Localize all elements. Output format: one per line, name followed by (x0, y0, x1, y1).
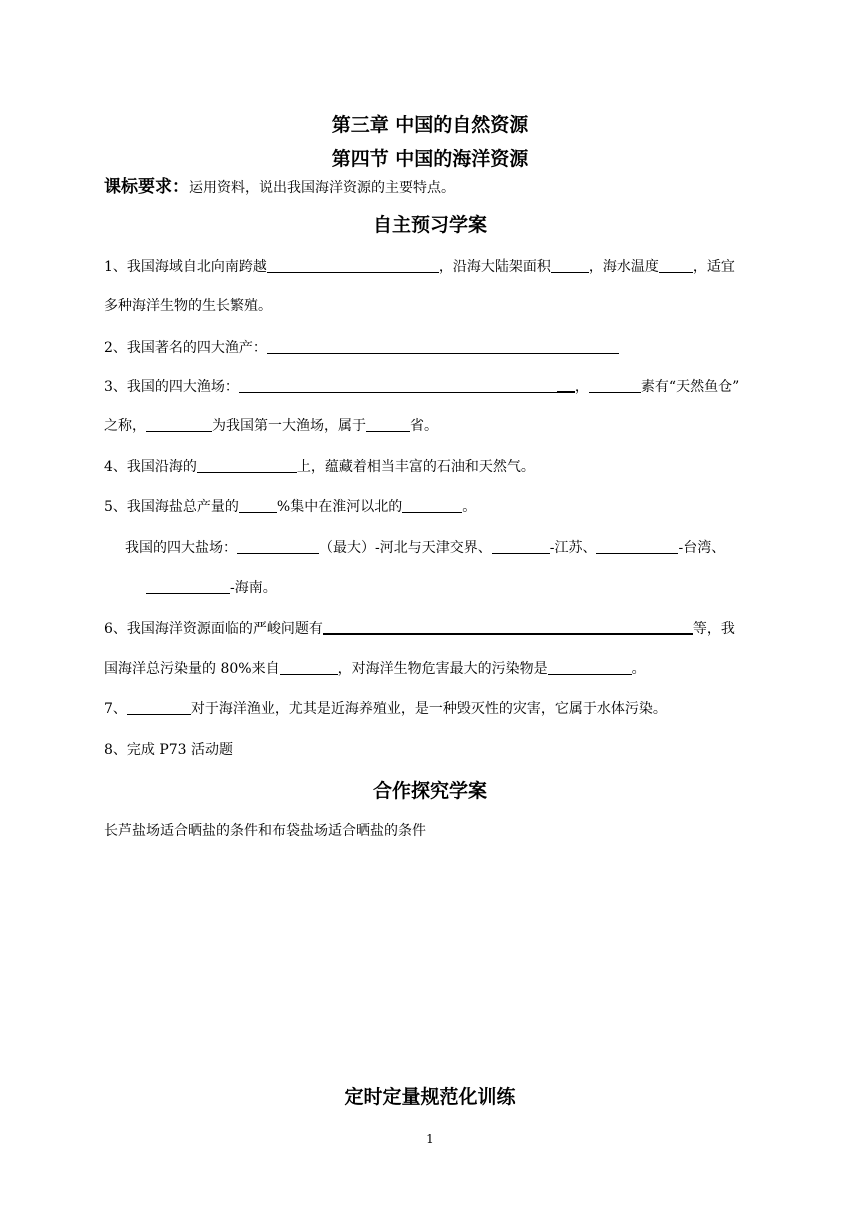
answer-blank[interactable] (146, 592, 230, 594)
answer-blank[interactable] (596, 552, 678, 554)
question-4: 4、我国沿海的 上，蕴藏着相当丰富的石油和天然气。 (104, 459, 535, 475)
requirement (104, 172, 455, 197)
answer-blank[interactable] (402, 511, 462, 513)
question-1-cont: 多种海洋生物的生长繁殖。 (104, 298, 272, 314)
answer-blank[interactable] (146, 430, 212, 432)
answer-blank[interactable] (659, 271, 693, 273)
answer-blank[interactable] (267, 271, 439, 273)
salt-fields: 我国的四大盐场： （最大）-河北与天津交界、 -江苏、 -台湾、 (125, 540, 726, 556)
answer-blank[interactable] (237, 552, 319, 554)
question-6: 6、我国海洋资源面临的严峻问题有 等，我 (104, 621, 735, 637)
question-2: 2、我国著名的四大渔产： (104, 337, 619, 357)
question-7: 7、 对于海洋渔业，尤其是近海养殖业，是一种毁灭性的灾害，它属于水体污染。 (104, 701, 667, 717)
requirement-label: 课标要求： (104, 177, 189, 197)
cooperation-text: 长芦盐场适合晒盐的条件和布袋盐场适合晒盐的条件 (104, 823, 426, 839)
salt-fields-cont: -海南。 (146, 577, 277, 597)
answer-blank[interactable] (557, 390, 575, 393)
answer-blank[interactable] (239, 391, 557, 393)
page-number: 1 (426, 1132, 434, 1146)
answer-blank[interactable] (366, 430, 410, 432)
answer-blank[interactable] (548, 673, 632, 675)
answer-blank[interactable] (492, 552, 550, 554)
answer-blank[interactable] (197, 471, 297, 473)
answer-blank[interactable] (589, 391, 641, 393)
chapter-title: 第三章 中国的自然资源 (331, 114, 529, 136)
question-8: 8、完成 P73 活动题 (104, 742, 234, 758)
requirement-text: 运用资料，说出我国海洋资源的主要特点。 (189, 180, 455, 196)
answer-blank[interactable] (127, 713, 191, 715)
question-6-cont: 国海洋总污染量的 80%来自 ，对海洋生物危害最大的污染物是 。 (104, 661, 646, 677)
answer-blank[interactable] (551, 271, 589, 273)
section-title: 第四节 中国的海洋资源 (331, 148, 529, 170)
question-3-cont: 之称， 为我国第一大渔场，属于 省。 (104, 418, 438, 434)
answer-blank[interactable] (267, 352, 619, 354)
answer-blank[interactable] (239, 511, 277, 513)
preview-title: 自主预习学案 (372, 214, 487, 236)
cooperation-title: 合作探究学案 (372, 780, 487, 802)
question-1: 1、我国海域自北向南跨越 ，沿海大陆架面积 ，海水温度 ，适宜 (104, 259, 735, 275)
answer-blank[interactable] (280, 673, 338, 675)
question-3: 3、我国的四大渔场： ， 素有“天然鱼仓” (104, 379, 740, 395)
training-title: 定时定量规范化训练 (344, 1086, 516, 1108)
question-5: 5、我国海盐总产量的 %集中在淮河以北的 。 (104, 499, 477, 515)
answer-blank[interactable] (323, 632, 693, 635)
